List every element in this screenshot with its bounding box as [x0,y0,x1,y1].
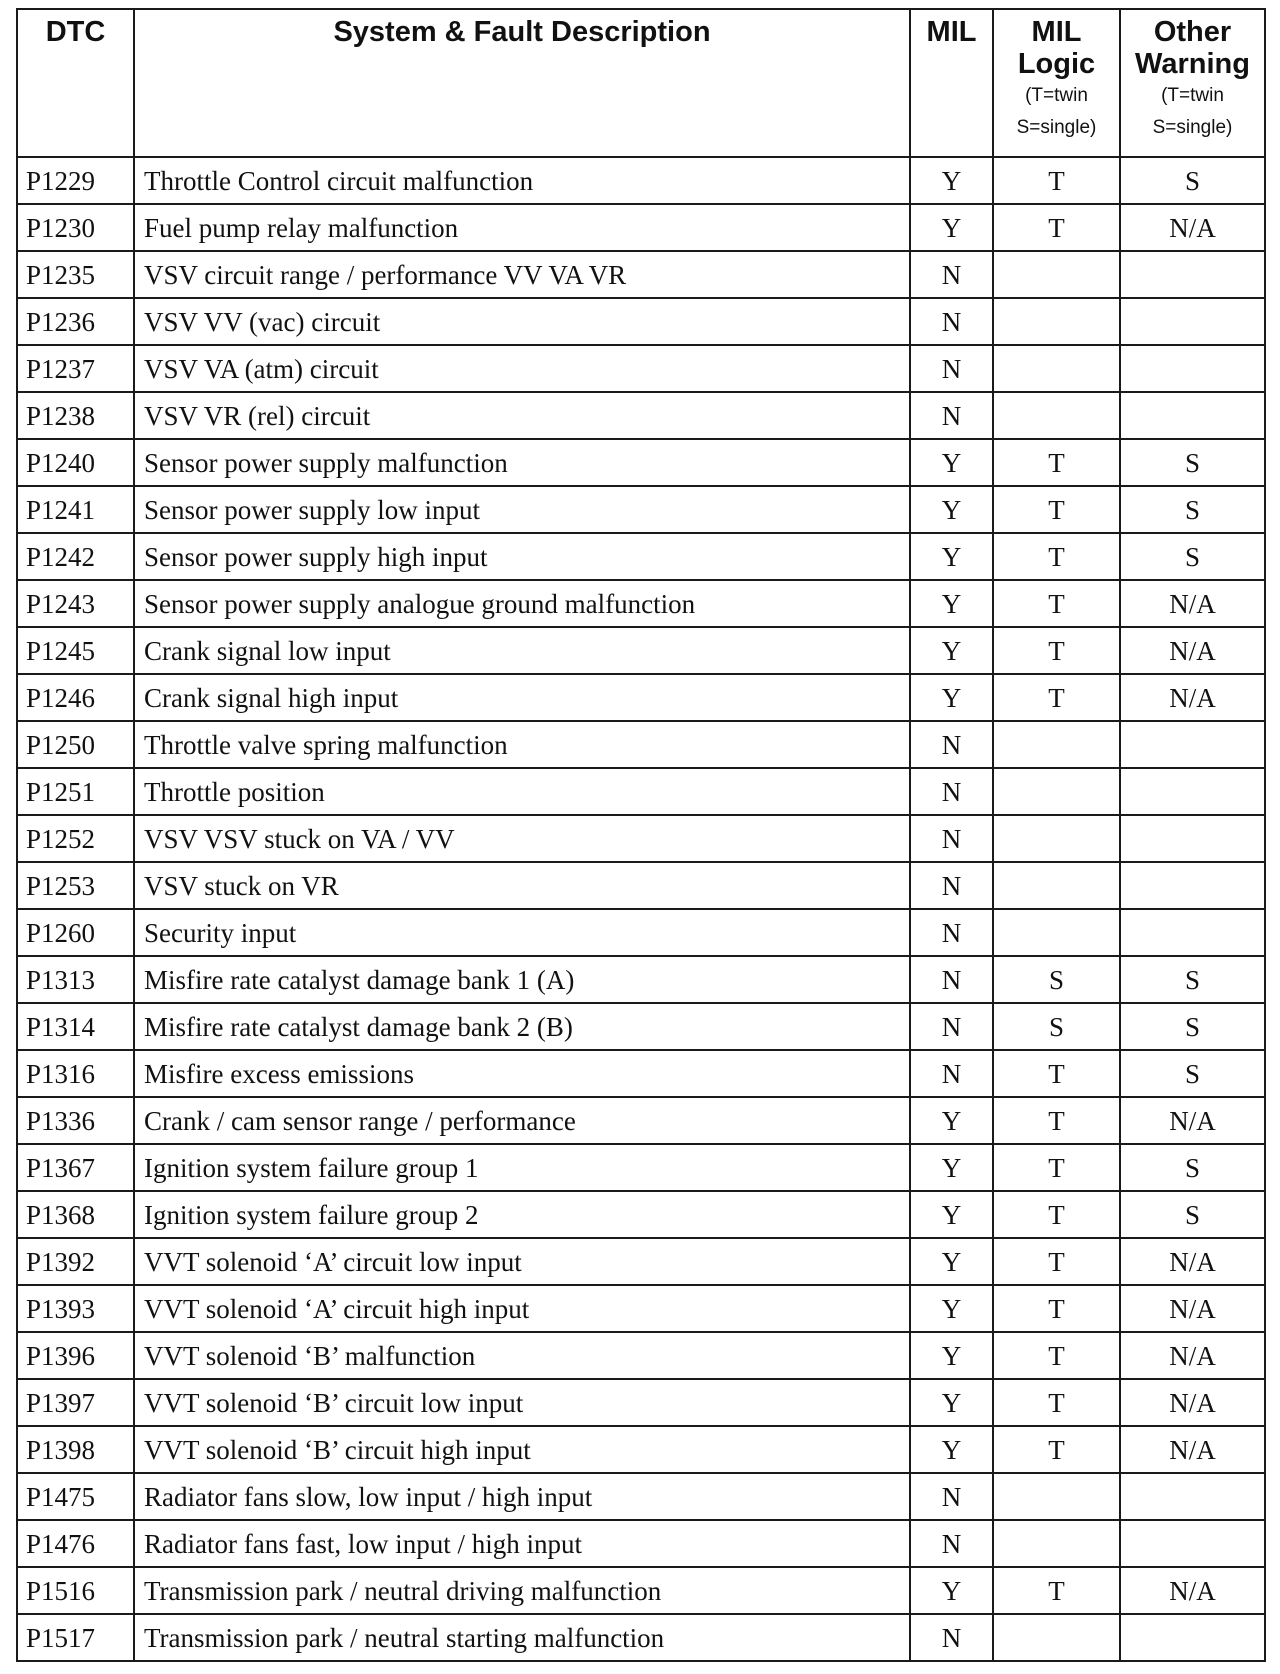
mil-cell: N [910,298,993,345]
table-row [17,486,1265,533]
other-warning-cell [1120,909,1265,956]
mil-cell: N [910,862,993,909]
header-dtc [17,9,134,157]
dtc-code-cell: P1392 [17,1238,134,1285]
mil-logic-cell: T [993,204,1120,251]
table-row [17,721,1265,768]
fault-description-cell: Crank / cam sensor range / performance [134,1097,910,1144]
other-warning-cell [1120,1520,1265,1567]
mil-cell: Y [910,533,993,580]
mil-logic-cell: T [993,1097,1120,1144]
mil-logic-cell: T [993,1050,1120,1097]
header-description-label: System & Fault Description [333,16,711,48]
dtc-code-cell: P1229 [17,157,134,204]
fault-description-cell: Throttle position [134,768,910,815]
mil-logic-cell: T [993,1332,1120,1379]
mil-logic-cell [993,298,1120,345]
fault-description-cell: Misfire rate catalyst damage bank 2 (B) [134,1003,910,1050]
other-warning-cell [1120,1473,1265,1520]
fault-description-cell: VVT solenoid ‘B’ malfunction [134,1332,910,1379]
other-warning-cell: S [1120,439,1265,486]
table-row [17,1003,1265,1050]
other-warning-cell [1120,1614,1265,1661]
dtc-code-cell: P1475 [17,1473,134,1520]
mil-logic-cell: T [993,486,1120,533]
fault-description-cell: VSV circuit range / performance VV VA VR [134,251,910,298]
dtc-code-cell: P1336 [17,1097,134,1144]
fault-description-cell: Sensor power supply malfunction [134,439,910,486]
header-mil [910,9,993,157]
fault-description-cell: Sensor power supply high input [134,533,910,580]
other-warning-cell: S [1120,533,1265,580]
table-row [17,956,1265,1003]
table-row [17,1520,1265,1567]
other-warning-cell: S [1120,1050,1265,1097]
mil-cell: Y [910,1332,993,1379]
mil-logic-cell: T [993,627,1120,674]
mil-logic-cell [993,862,1120,909]
table-row [17,439,1265,486]
mil-logic-cell: T [993,1285,1120,1332]
mil-cell: N [910,251,993,298]
fault-description-cell: Security input [134,909,910,956]
table-row [17,204,1265,251]
other-warning-cell: N/A [1120,580,1265,627]
dtc-code-cell: P1250 [17,721,134,768]
dtc-code-cell: P1243 [17,580,134,627]
dtc-code-cell: P1245 [17,627,134,674]
mil-logic-cell [993,392,1120,439]
header-dtc-label: DTC [45,16,106,48]
fault-description-cell: VSV VV (vac) circuit [134,298,910,345]
mil-logic-cell: S [993,1003,1120,1050]
other-warning-cell: N/A [1120,1238,1265,1285]
table-row [17,1050,1265,1097]
mil-cell: Y [910,1285,993,1332]
mil-cell: N [910,721,993,768]
dtc-code-cell: P1517 [17,1614,134,1661]
mil-cell: Y [910,439,993,486]
other-warning-cell: S [1120,1144,1265,1191]
fault-description-cell: Fuel pump relay malfunction [134,204,910,251]
dtc-code-cell: P1241 [17,486,134,533]
fault-description-cell: Misfire excess emissions [134,1050,910,1097]
dtc-code-cell: P1240 [17,439,134,486]
dtc-code-cell: P1396 [17,1332,134,1379]
fault-description-cell: Crank signal high input [134,674,910,721]
mil-logic-cell [993,909,1120,956]
other-warning-cell: N/A [1120,1426,1265,1473]
mil-logic-cell [993,1520,1120,1567]
mil-cell: N [910,1614,993,1661]
mil-cell: N [910,392,993,439]
mil-logic-cell: T [993,1567,1120,1614]
fault-description-cell: Ignition system failure group 1 [134,1144,910,1191]
mil-cell: N [910,956,993,1003]
header-mil-logic-note-2: S=single) [1016,117,1097,138]
mil-cell: Y [910,627,993,674]
table-row [17,157,1265,204]
dtc-code-cell: P1393 [17,1285,134,1332]
dtc-code-cell: P1230 [17,204,134,251]
header-description [134,9,910,157]
mil-cell: Y [910,157,993,204]
table-row [17,674,1265,721]
mil-cell: Y [910,1191,993,1238]
mil-cell: Y [910,1379,993,1426]
other-warning-cell: S [1120,157,1265,204]
dtc-code-cell: P1253 [17,862,134,909]
table-row [17,1426,1265,1473]
dtc-code-cell: P1251 [17,768,134,815]
table-row [17,1614,1265,1661]
mil-logic-cell: T [993,580,1120,627]
mil-logic-cell [993,815,1120,862]
fault-description-cell: Throttle Control circuit malfunction [134,157,910,204]
mil-logic-cell: T [993,157,1120,204]
table-row [17,627,1265,674]
other-warning-cell [1120,251,1265,298]
table-row [17,862,1265,909]
table-row [17,1285,1265,1332]
dtc-code-cell: P1260 [17,909,134,956]
mil-cell: N [910,1003,993,1050]
other-warning-cell: S [1120,1191,1265,1238]
dtc-table [16,8,1266,1662]
fault-description-cell: Transmission park / neutral driving malfunction [134,1567,910,1614]
table-row [17,1567,1265,1614]
table-row [17,392,1265,439]
mil-logic-cell [993,345,1120,392]
table-row [17,298,1265,345]
mil-logic-cell [993,721,1120,768]
other-warning-cell: N/A [1120,1097,1265,1144]
dtc-code-cell: P1313 [17,956,134,1003]
mil-logic-cell: T [993,1144,1120,1191]
dtc-code-cell: P1238 [17,392,134,439]
other-warning-cell: N/A [1120,1285,1265,1332]
fault-description-cell: VVT solenoid ‘B’ circuit high input [134,1426,910,1473]
mil-logic-cell [993,1473,1120,1520]
other-warning-cell: S [1120,1003,1265,1050]
header-row [17,9,1265,157]
header-mil-label: MIL [926,16,977,48]
dtc-code-cell: P1242 [17,533,134,580]
mil-logic-cell: T [993,1379,1120,1426]
dtc-code-cell: P1236 [17,298,134,345]
fault-description-cell: VVT solenoid ‘A’ circuit high input [134,1285,910,1332]
fault-description-cell: VSV VA (atm) circuit [134,345,910,392]
mil-cell: N [910,815,993,862]
table-row [17,345,1265,392]
other-warning-cell: N/A [1120,1379,1265,1426]
table-row [17,1097,1265,1144]
table-row [17,1332,1265,1379]
mil-logic-cell [993,251,1120,298]
mil-logic-cell [993,1614,1120,1661]
table-row [17,815,1265,862]
mil-logic-cell: T [993,1191,1120,1238]
mil-cell: N [910,345,993,392]
fault-description-cell: Throttle valve spring malfunction [134,721,910,768]
mil-cell: N [910,909,993,956]
table-row [17,1191,1265,1238]
header-other-warning [1120,9,1265,157]
mil-cell: N [910,1050,993,1097]
dtc-code-cell: P1367 [17,1144,134,1191]
mil-cell: N [910,768,993,815]
dtc-code-cell: P1316 [17,1050,134,1097]
other-warning-cell: S [1120,486,1265,533]
mil-logic-cell: T [993,1238,1120,1285]
mil-logic-cell: S [993,956,1120,1003]
other-warning-cell [1120,815,1265,862]
fault-description-cell: Misfire rate catalyst damage bank 1 (A) [134,956,910,1003]
mil-cell: Y [910,204,993,251]
table-row [17,1473,1265,1520]
mil-logic-cell: T [993,1426,1120,1473]
table-header [17,9,1265,157]
fault-description-cell: VSV VSV stuck on VA / VV [134,815,910,862]
mil-cell: Y [910,1144,993,1191]
header-other-warning-note-1: (T=twin [1161,85,1224,106]
table-body [17,157,1265,1661]
other-warning-cell: N/A [1120,674,1265,721]
fault-description-cell: VSV stuck on VR [134,862,910,909]
fault-description-cell: VSV VR (rel) circuit [134,392,910,439]
table-row [17,768,1265,815]
mil-cell: Y [910,1097,993,1144]
mil-cell: Y [910,1567,993,1614]
dtc-code-cell: P1398 [17,1426,134,1473]
dtc-code-cell: P1397 [17,1379,134,1426]
fault-description-cell: Crank signal low input [134,627,910,674]
table-row [17,1144,1265,1191]
dtc-code-cell: P1476 [17,1520,134,1567]
dtc-code-cell: P1314 [17,1003,134,1050]
header-other-warning-note-2: S=single) [1152,117,1233,138]
dtc-code-cell: P1237 [17,345,134,392]
fault-description-cell: Sensor power supply low input [134,486,910,533]
table-row [17,1379,1265,1426]
other-warning-cell [1120,298,1265,345]
mil-cell: Y [910,1426,993,1473]
dtc-code-cell: P1252 [17,815,134,862]
dtc-code-cell: P1235 [17,251,134,298]
other-warning-cell [1120,345,1265,392]
fault-description-cell: Radiator fans fast, low input / high input [134,1520,910,1567]
dtc-code-cell: P1516 [17,1567,134,1614]
other-warning-cell: N/A [1120,1567,1265,1614]
other-warning-cell: N/A [1120,1332,1265,1379]
dtc-code-cell: P1368 [17,1191,134,1238]
mil-cell: N [910,1520,993,1567]
mil-cell: N [910,1473,993,1520]
mil-cell: Y [910,580,993,627]
table-row [17,1238,1265,1285]
fault-description-cell: Ignition system failure group 2 [134,1191,910,1238]
dtc-code-cell: P1246 [17,674,134,721]
table-row [17,251,1265,298]
mil-logic-cell: T [993,674,1120,721]
fault-description-cell: Sensor power supply analogue ground malfunction [134,580,910,627]
header-other-warning-label: Other Warning [1135,16,1250,80]
header-mil-logic-label: MIL Logic [1017,16,1096,80]
other-warning-cell: S [1120,956,1265,1003]
mil-logic-cell: T [993,533,1120,580]
fault-description-cell: VVT solenoid ‘B’ circuit low input [134,1379,910,1426]
other-warning-cell: N/A [1120,627,1265,674]
mil-cell: Y [910,1238,993,1285]
table-row [17,580,1265,627]
table-row [17,909,1265,956]
header-mil-logic-note-1: (T=twin [1025,85,1088,106]
mil-logic-cell [993,768,1120,815]
other-warning-cell: N/A [1120,204,1265,251]
other-warning-cell [1120,721,1265,768]
mil-logic-cell: T [993,439,1120,486]
table-row [17,533,1265,580]
mil-cell: Y [910,486,993,533]
fault-description-cell: VVT solenoid ‘A’ circuit low input [134,1238,910,1285]
other-warning-cell [1120,392,1265,439]
other-warning-cell [1120,862,1265,909]
mil-cell: Y [910,674,993,721]
other-warning-cell [1120,768,1265,815]
fault-description-cell: Radiator fans slow, low input / high input [134,1473,910,1520]
fault-description-cell: Transmission park / neutral starting malfunction [134,1614,910,1661]
header-mil-logic [993,9,1120,157]
